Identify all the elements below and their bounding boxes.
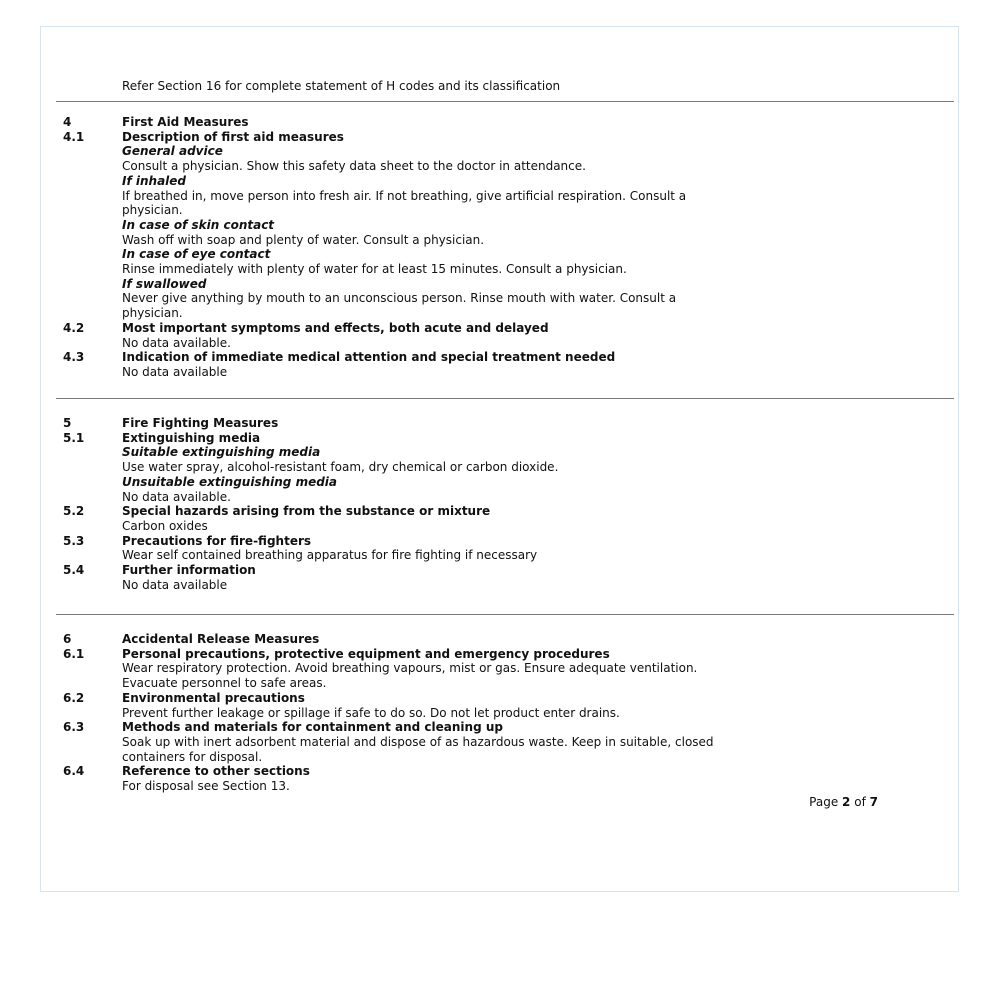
paragraph: No data available. [122, 489, 231, 504]
subsection-title: Environmental precautions [122, 690, 305, 705]
section-title: First Aid Measures [122, 115, 249, 129]
subheading-eye-contact: In case of eye contact [122, 247, 271, 262]
intro-text: Refer Section 16 for complete statement of H codes and its classification [122, 79, 561, 93]
paragraph: Wash off with soap and plenty of water. Consult a physician. [122, 232, 485, 247]
subsection-number: 5.2 [63, 504, 85, 519]
of-word: of [854, 795, 866, 809]
subheading-general-advice: General advice [122, 144, 223, 159]
subheading-unsuitable-media: Unsuitable extinguishing media [122, 474, 338, 489]
section-number: 5 [63, 416, 72, 430]
paragraph: Rinse immediately with plenty of water for at least 15 minutes. Consult a physician. [122, 262, 627, 277]
paragraph: Consult a physician. Show this safety data sheet to the doctor in attendance. [122, 159, 586, 174]
subsection-title: Most important symptoms and effects, both acute and delayed [122, 320, 549, 335]
subheading-skin-contact: In case of skin contact [122, 217, 275, 232]
page-number [809, 795, 878, 809]
subheading-if-inhaled: If inhaled [122, 173, 187, 188]
subsection-title: Description of first aid measures [122, 129, 344, 144]
subsection-number: 5.3 [63, 533, 85, 548]
subsection-title: Special hazards arising from the substance or mixture [122, 504, 491, 519]
section-5 [63, 416, 943, 592]
section-divider [56, 101, 954, 102]
section-number: 4 [63, 115, 72, 129]
subsection-number: 6.1 [63, 646, 85, 661]
paragraph: Wear respiratory protection. Avoid breathing vapours, mist or gas. Ensure adequate ventilation. [122, 661, 698, 676]
paragraph: containers for disposal. [122, 749, 263, 764]
subsection-number: 6.4 [63, 764, 85, 779]
section-6 [63, 632, 943, 794]
section-divider [56, 614, 954, 615]
subsection-number: 6.3 [63, 720, 85, 735]
subsection-title: Indication of immediate medical attention and special treatment needed [122, 350, 616, 365]
subheading-if-swallowed: If swallowed [122, 276, 207, 291]
subsection-number: 6.2 [63, 690, 85, 705]
paragraph: Never give anything by mouth to an unconscious person. Rinse mouth with water. Consult a [122, 291, 677, 306]
page-word: Page [809, 795, 839, 809]
section-number: 6 [63, 632, 72, 646]
paragraph: Use water spray, alcohol-resistant foam, dry chemical or carbon dioxide. [122, 460, 559, 475]
subsection-title: Methods and materials for containment and cleaning up [122, 720, 503, 735]
subsection-title: Further information [122, 563, 256, 578]
subsection-number: 4.3 [63, 350, 85, 365]
subsection-title: Extinguishing media [122, 430, 261, 445]
total-pages: 7 [869, 795, 878, 809]
paragraph: If breathed in, move person into fresh air. If not breathing, give artificial respiration. Consult a [122, 188, 687, 203]
paragraph: Wear self contained breathing apparatus for fire fighting if necessary [122, 548, 538, 563]
subsection-title: Reference to other sections [122, 764, 310, 779]
paragraph: Soak up with inert adsorbent material and dispose of as hazardous waste. Keep in suitable, closed [122, 734, 714, 749]
current-page: 2 [842, 795, 851, 809]
paragraph: For disposal see Section 13. [122, 779, 290, 794]
document-page [40, 26, 959, 892]
section-4 [63, 115, 943, 380]
section-title: Accidental Release Measures [122, 632, 320, 646]
subsection-number: 5.4 [63, 563, 85, 578]
paragraph: Evacuate personnel to safe areas. [122, 676, 327, 691]
subsection-number: 5.1 [63, 430, 85, 445]
paragraph: No data available [122, 364, 228, 379]
subsection-title: Precautions for fire-fighters [122, 533, 312, 548]
subsection-title: Personal precautions, protective equipment and emergency procedures [122, 646, 610, 661]
paragraph: No data available [122, 577, 228, 592]
paragraph: physician. [122, 306, 183, 321]
paragraph: No data available. [122, 335, 231, 350]
paragraph: physician. [122, 203, 183, 218]
subheading-suitable-media: Suitable extinguishing media [122, 445, 321, 460]
section-divider [56, 398, 954, 399]
paragraph: Carbon oxides [122, 518, 208, 533]
subsection-number: 4.2 [63, 320, 85, 335]
section-title: Fire Fighting Measures [122, 416, 279, 430]
paragraph: Prevent further leakage or spillage if safe to do so. Do not let product enter drains. [122, 705, 620, 720]
subsection-number: 4.1 [63, 129, 85, 144]
